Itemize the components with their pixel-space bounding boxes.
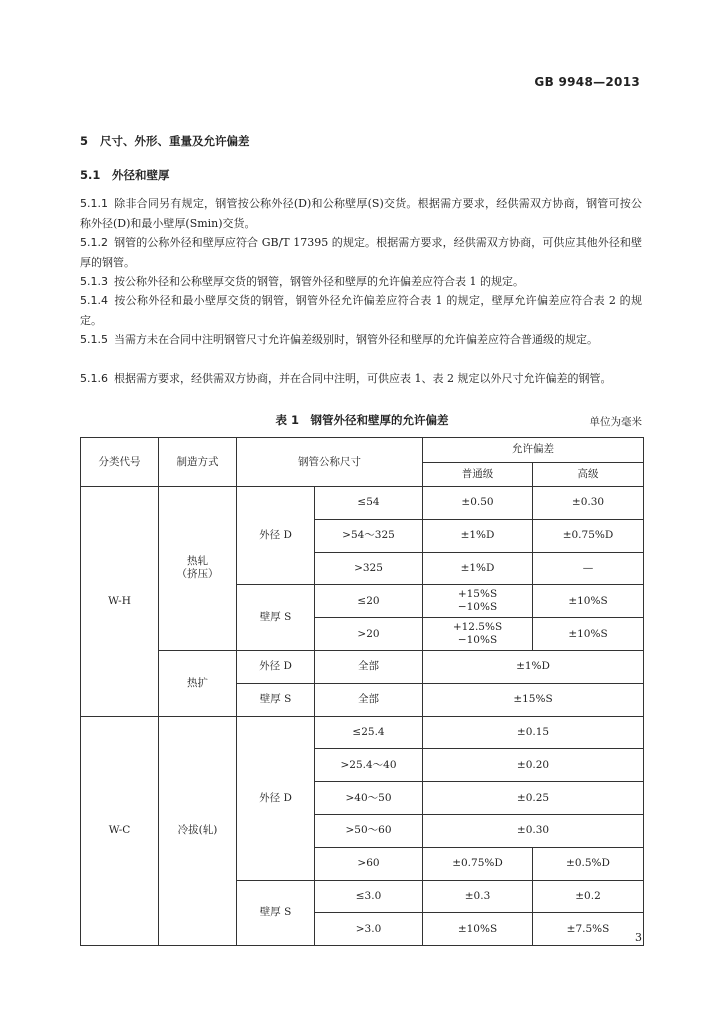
method-hot-rolled (159, 487, 237, 651)
high-cell: ±0.75%D (533, 519, 644, 552)
clause-5-1-3 (80, 272, 642, 292)
table-row (81, 487, 644, 520)
header-category: 分类代号 (81, 438, 159, 487)
section-title: 尺寸、外形、重量及允许偏差 (100, 134, 250, 148)
clause-number: 5.1.6 (80, 372, 108, 385)
high-cell: ±0.30 (533, 487, 644, 520)
normal-cell: ±1%D (423, 519, 533, 552)
section-heading (80, 133, 250, 149)
high-cell: ±0.5%D (533, 847, 644, 880)
size-cell: >40～50 (315, 782, 423, 815)
high-cell: ±10%S (533, 585, 644, 618)
size-cell: >20 (315, 618, 423, 651)
size-cell: >54～325 (315, 519, 423, 552)
normal-cell: ±1%D (423, 552, 533, 585)
clause-number: 5.1.4 (80, 294, 108, 307)
dimension-wt: 壁厚 S (237, 683, 315, 716)
merged-tolerance-cell: ±0.25 (423, 782, 644, 815)
category-wh: W-H (81, 487, 159, 717)
clause-5-1-5 (80, 330, 642, 350)
normal-cell (423, 585, 533, 618)
size-cell: 全部 (315, 683, 423, 716)
clause-5-1-6 (80, 369, 642, 389)
normal-cell: ±0.75%D (423, 847, 533, 880)
normal-cell: ±0.50 (423, 487, 533, 520)
category-wc: W-C (81, 716, 159, 946)
high-cell: ±0.2 (533, 880, 644, 913)
subsection-number: 5.1 (80, 168, 101, 182)
normal-lower: −10%S (457, 634, 498, 647)
high-cell: ±10%S (533, 618, 644, 651)
clause-text: 按公称外径和最小壁厚交货的钢管，钢管外径允许偏差应符合表 1 的规定，壁厚允许偏差应符合表 2 的规定。 (80, 294, 642, 327)
dimension-wt: 壁厚 S (237, 880, 315, 946)
dimension-od: 外径 D (237, 650, 315, 683)
clause-number: 5.1.3 (80, 275, 108, 288)
clause-number: 5.1.1 (80, 197, 108, 210)
table-caption: 表 1 钢管外径和壁厚的允许偏差 (275, 413, 449, 427)
size-cell: 全部 (315, 650, 423, 683)
clause-number: 5.1.2 (80, 236, 108, 249)
clause-number: 5.1.5 (80, 333, 108, 346)
high-cell: ±7.5%S (533, 913, 644, 946)
method-extruded-label: （挤压） (176, 568, 219, 581)
size-cell: >3.0 (315, 913, 423, 946)
table-row (81, 716, 644, 749)
clause-5-1-4 (80, 291, 642, 330)
size-cell: ≤25.4 (315, 716, 423, 749)
size-cell: >50～60 (315, 814, 423, 847)
size-cell: >25.4～40 (315, 749, 423, 782)
header-method: 制造方式 (159, 438, 237, 487)
clause-text: 钢管的公称外径和壁厚应符合 GB/T 17395 的规定。根据需方要求，经供需双方协商，可供应其他外径和壁厚的钢管。 (80, 236, 642, 269)
header-size: 钢管公称尺寸 (237, 438, 423, 487)
standard-code: GB 9948—2013 (534, 75, 640, 89)
clause-5-1-2 (80, 233, 642, 272)
merged-tolerance-cell: ±0.15 (423, 716, 644, 749)
clause-text: 除非合同另有规定，钢管按公称外径(D)和公称壁厚(S)交货。根据需方要求，经供需双方协商，钢管可按公称外径(D)和最小壁厚(Smin)交货。 (80, 197, 642, 230)
normal-cell (423, 618, 533, 651)
header-high: 高级 (533, 462, 644, 487)
size-cell: >325 (315, 552, 423, 585)
dimension-od: 外径 D (237, 716, 315, 880)
dimension-wt: 壁厚 S (237, 585, 315, 651)
size-cell: >60 (315, 847, 423, 880)
table-row (81, 650, 644, 683)
header-normal: 普通级 (423, 462, 533, 487)
high-cell: — (533, 552, 644, 585)
subsection-title: 外径和壁厚 (112, 168, 170, 182)
clause-text: 按公称外径和公称壁厚交货的钢管，钢管外径和壁厚的允许偏差应符合表 1 的规定。 (114, 275, 524, 288)
subsection-heading (80, 167, 170, 183)
table-unit: 单位为毫米 (589, 416, 642, 428)
normal-upper: +12.5%S (452, 621, 503, 634)
merged-tolerance-cell: ±15%S (423, 683, 644, 716)
clause-text: 根据需方要求，经供需双方协商，并在合同中注明，可供应表 1、表 2 规定以外尺寸允许偏差的钢管。 (114, 372, 612, 385)
merged-tolerance-cell: ±0.20 (423, 749, 644, 782)
header-row (81, 438, 644, 463)
clause-5-1-1 (80, 194, 642, 233)
normal-cell: ±10%S (423, 913, 533, 946)
header-tolerance: 允许偏差 (423, 438, 644, 463)
section-number: 5 (80, 134, 89, 148)
merged-tolerance-cell: ±1%D (423, 650, 644, 683)
method-hot-expanded: 热扩 (159, 650, 237, 716)
merged-tolerance-cell: ±0.30 (423, 814, 644, 847)
normal-cell: ±0.3 (423, 880, 533, 913)
normal-upper: +15%S (457, 588, 498, 601)
method-cold-drawn: 冷拔(轧) (159, 716, 237, 946)
method-hot-rolled-label: 热轧 (187, 555, 208, 568)
size-cell: ≤20 (315, 585, 423, 618)
size-cell: ≤54 (315, 487, 423, 520)
page-number: 3 (635, 931, 642, 944)
normal-lower: −10%S (457, 601, 498, 614)
dimension-od: 外径 D (237, 487, 315, 585)
size-cell: ≤3.0 (315, 880, 423, 913)
tolerance-table (80, 437, 644, 946)
clause-text: 当需方未在合同中注明钢管尺寸允许偏差级别时，钢管外径和壁厚的允许偏差应符合普通级的规定。 (114, 333, 598, 346)
